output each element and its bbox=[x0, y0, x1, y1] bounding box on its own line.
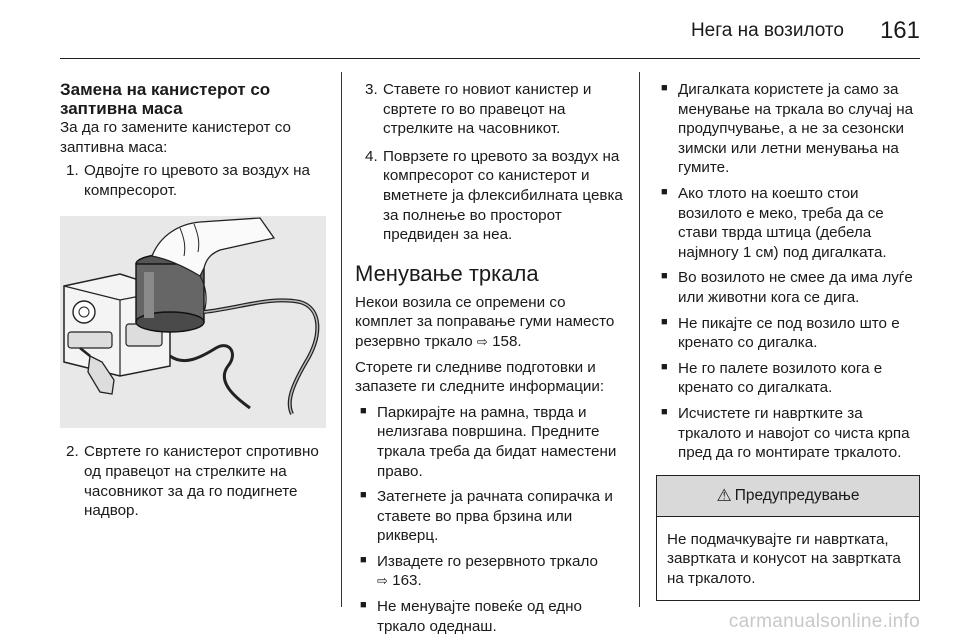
page-number: 161 bbox=[879, 17, 920, 44]
list-item: ■ Дигалката користете ја само за менување на тркала во случај на продупчување, а не за сезонски зимски или летни менувања на гумите. bbox=[656, 80, 922, 178]
step-number: 1. bbox=[66, 162, 79, 180]
paragraph-preparation: Сторете ги следниве подготовки и запазете ги следните информации: bbox=[355, 358, 605, 396]
step-text: Одвојте го цревото за воздух на компресорот. bbox=[84, 162, 310, 199]
preparation-list bbox=[355, 403, 623, 637]
step-3 bbox=[355, 80, 623, 139]
list-item: ■ Не менувајте повеќе од едно тркало одеднаш. bbox=[355, 597, 623, 636]
intro-text: За да го замените канистерот со заптивна маса: bbox=[60, 119, 291, 156]
column-3 bbox=[656, 80, 922, 601]
list-item bbox=[355, 552, 623, 591]
warning-box bbox=[656, 475, 920, 602]
warning-icon: ⚠ bbox=[716, 485, 732, 505]
header-rule bbox=[60, 58, 920, 59]
step-text: Поврзете го цревото за воздух на компресорот со канистерот и вметнете ја флексибилната цевка за полнење во просторот предвиден за неа. bbox=[383, 147, 623, 244]
list-item: ■ Паркирајте на рамна, тврда и нелизгава површина. Предните тркала треба да бидат наместени право. bbox=[355, 403, 623, 481]
list-item: ■ Ако тлото на коешто стои возилото е меко, треба да се стави тврда штица (дебела најмногу 1 см) под дигалката. bbox=[656, 184, 922, 262]
header-title: Нега на возилото bbox=[690, 20, 844, 41]
paragraph-text: Некои возила се опремени со комплет за поправање гуми наместо резервно тркало bbox=[355, 293, 615, 350]
column-2 bbox=[355, 80, 623, 636]
warning-header bbox=[657, 476, 919, 517]
page-header bbox=[0, 0, 960, 58]
column-divider-2 bbox=[639, 72, 640, 607]
subsection-heading: Замена на канистерот со заптивна маса bbox=[60, 80, 271, 118]
page-reference-icon: ⇨ bbox=[476, 333, 488, 349]
step-1 bbox=[60, 161, 326, 200]
step-number: 4. bbox=[365, 147, 378, 165]
safety-list bbox=[656, 80, 922, 463]
list-item: ■ Во возилото не смее да има луѓе или животни кога се дига. bbox=[656, 268, 922, 307]
list-item: ■ Исчистете ги навртките за тркалото и навојот со чиста крпа пред да го монтирате тркалото. bbox=[656, 404, 922, 463]
paragraph-spare-wheel bbox=[355, 293, 623, 352]
step-number: 3. bbox=[365, 81, 378, 98]
step-4 bbox=[355, 147, 623, 245]
step-text: Свртете го канистерот спротивно од правецот на стрелките на часовникот за да го подигнете надвор. bbox=[84, 443, 319, 520]
compressor-canister-image bbox=[60, 216, 326, 428]
list-item: ■ Не го палете возилото кога е кренато со дигалката. bbox=[656, 359, 922, 398]
warning-title: Предупредување bbox=[734, 486, 860, 504]
list-item: ■ Не пикајте се под возило што е кренато со дигалка. bbox=[656, 314, 922, 353]
watermark: carmanualsonline.info bbox=[728, 611, 920, 632]
compressor-illustration bbox=[60, 216, 326, 428]
step-2 bbox=[60, 442, 326, 520]
section-title: Менување тркала bbox=[355, 260, 539, 286]
list-item: ■ Затегнете ја рачната сопирачка и ставете во прва брзина или рикверц. bbox=[355, 487, 623, 546]
list-item-text: Извадете го резервното тркало bbox=[377, 552, 598, 570]
page-reference[interactable]: 163. bbox=[392, 572, 422, 590]
page-reference-icon: ⇨ bbox=[377, 573, 388, 589]
column-1 bbox=[60, 80, 326, 521]
step-number: 2. bbox=[66, 443, 79, 461]
step-text: Ставете го новиот канистер и свртете го во правецот на стрелките на часовникот. bbox=[383, 81, 592, 138]
page-reference[interactable]: 158. bbox=[492, 332, 522, 350]
warning-text: Не подмачкувајте ги навртката, завртката и конусот на завртката на тркалото. bbox=[667, 530, 901, 587]
column-divider-1 bbox=[341, 72, 342, 607]
